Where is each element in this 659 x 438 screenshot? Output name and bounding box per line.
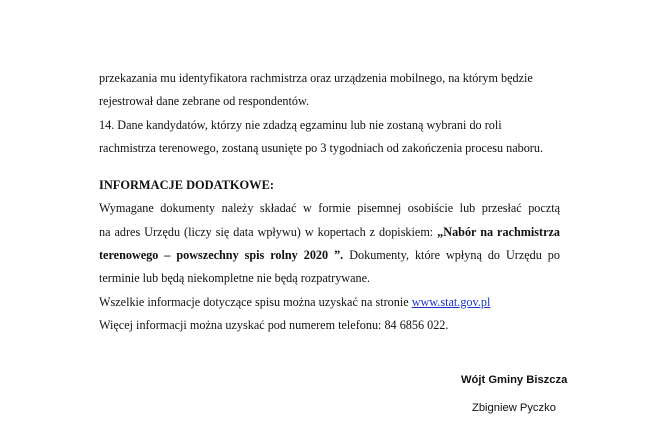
- document-body: [99, 67, 560, 337]
- paragraph-text: na adres Urzędu (liczy się data wpływu) w kopertach z dopiskiem:: [99, 224, 438, 239]
- paragraph-line: [99, 244, 560, 267]
- phone-line: Więcej informacji można uzyskać pod numerem telefonu: 84 6856 022.: [99, 317, 449, 332]
- signature-title: Wójt Gminy Biszcza: [461, 374, 568, 386]
- text-line: rejestrował dane zebrane od respondentów.: [99, 94, 310, 109]
- paragraph-gap: [99, 160, 560, 174]
- paragraph-line: terminie lub będą niekompletne nie będą rozpatrywane.: [99, 271, 371, 286]
- section-heading: INFORMACJE DODATKOWE:: [99, 178, 274, 193]
- paragraph-line: [99, 221, 560, 244]
- paragraph-line: Wymagane dokumenty należy składać w formie pisemnej osobiście lub przesłać pocztą: [99, 201, 560, 216]
- info-text: Wszelkie informacje dotyczące spisu można uzyskać na stronie: [99, 294, 412, 309]
- bold-quote-end: terenowego – powszechny spis rolny 2020 ”.: [99, 248, 344, 263]
- bold-quote-start: „Nabór na rachmistrza: [437, 224, 560, 239]
- website-link[interactable]: www.stat.gov.pl: [411, 294, 491, 309]
- text-line: przekazania mu identyfikatora rachmistrza oraz urządzenia mobilnego, na którym będzie: [99, 71, 533, 85]
- list-item-14-line-1: 14. Dane kandydatów, którzy nie zdadzą egzaminu lub nie zostaną wybrani do roli: [99, 117, 502, 132]
- paragraph-text: Dokumenty, które wpłyną do Urzędu po: [343, 248, 560, 263]
- list-item-14-line-2: rachmistrza terenowego, zostaną usunięte po 3 tygodniach od zakończenia procesu naboru.: [99, 140, 543, 155]
- info-line: [99, 291, 560, 314]
- signature-name: Zbigniew Pyczko: [472, 402, 556, 414]
